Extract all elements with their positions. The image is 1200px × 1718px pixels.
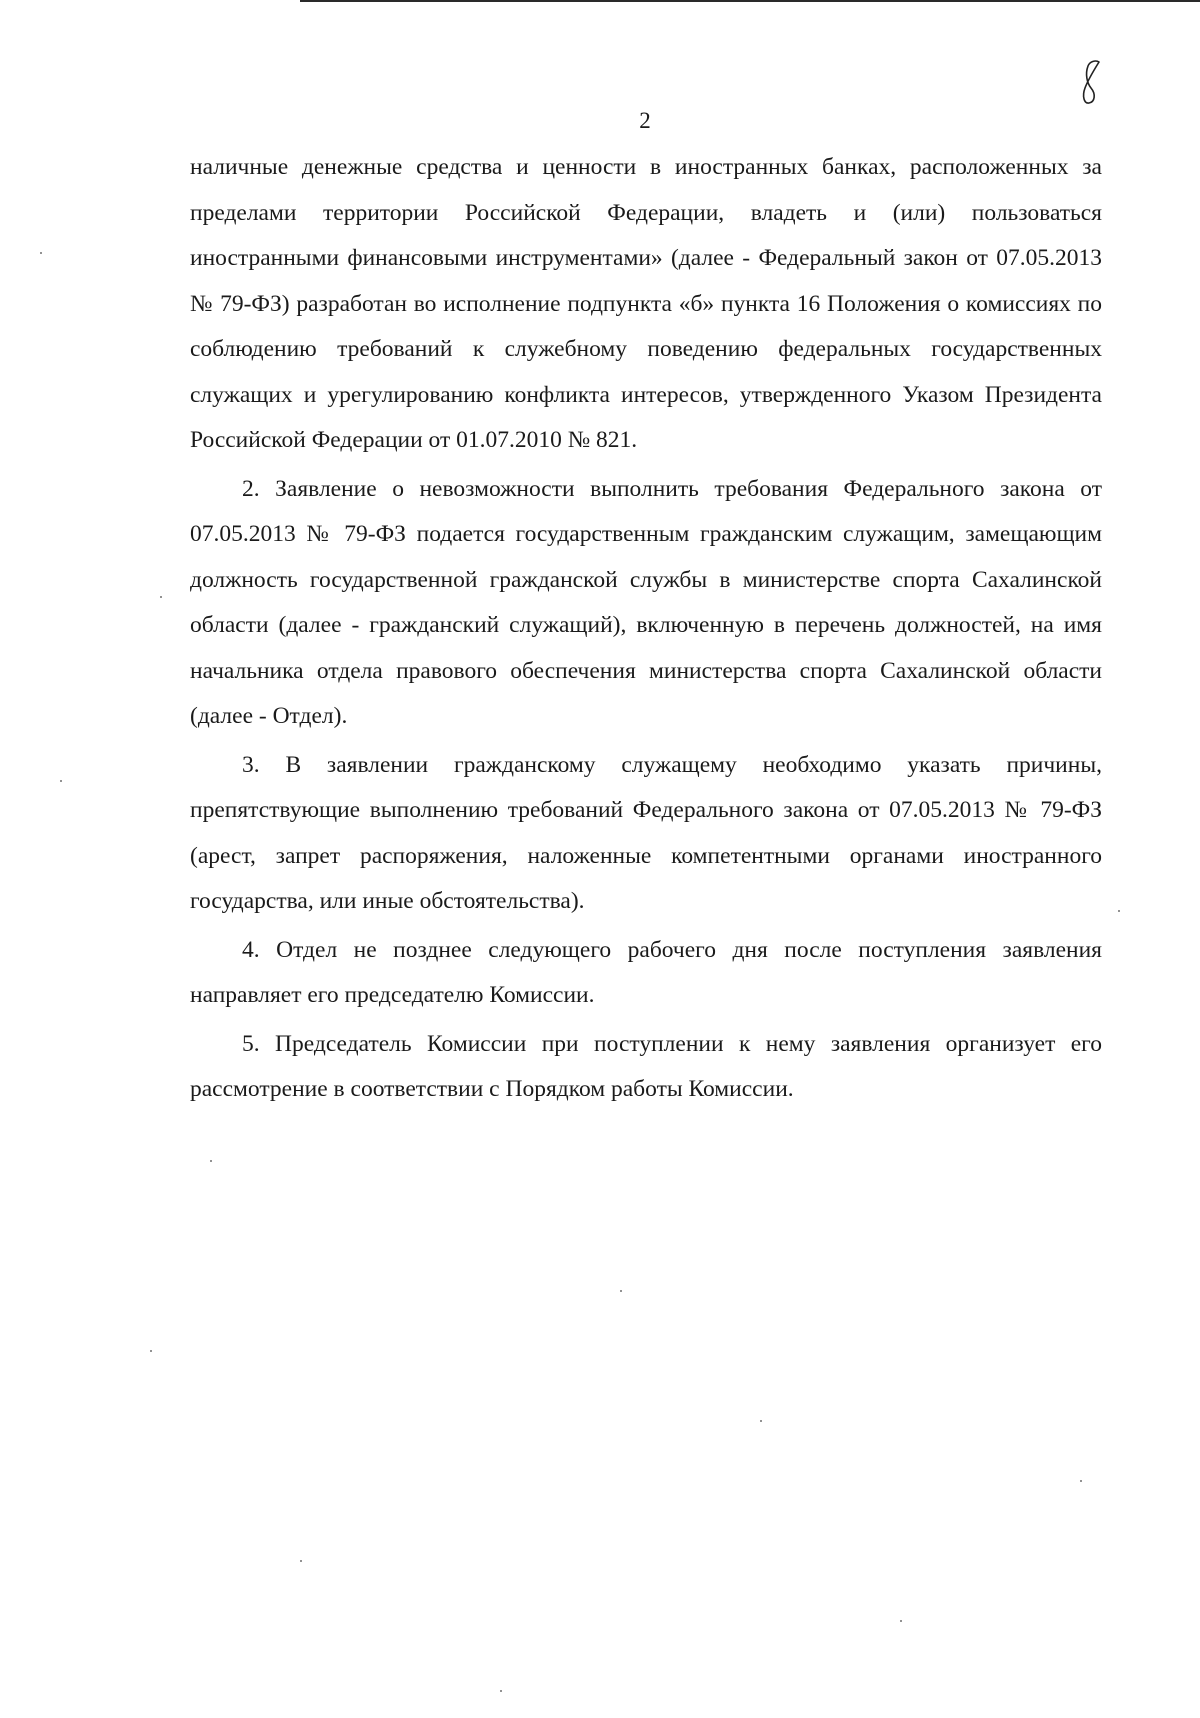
handwritten-folio-glyph [1072,58,1112,108]
page-number: 2 [639,108,651,133]
document-body [190,145,1102,1113]
scan-speck [150,1350,152,1352]
paragraph-3: 3. В заявлении гражданскому служащему необходимо указать причины, препятствующие выполнению требований Федерального закона от 07.05.2013 № 79-ФЗ (арест, запрет распоряжения, наложенные компетентными органами иностранного государства, или иные обстоятельства). [190,751,1102,914]
scan-speck [210,1160,212,1162]
scan-speck [60,780,62,782]
paragraph-1-continuation: наличные денежные средства и ценности в иностранных банках, расположенных за пределами территории Российской Федерации, владеть и (или) пользоваться иностранными финансовыми инструментами» (далее - Федеральный закон от 07.05.2013 № 79-ФЗ) разработан во исполнение подпункта «б» пункта 16 Положения о комиссиях по соблюдению требований к служебному поведению федеральных государственных служащих и урегулированию конфликта интересов, утвержденного Указом Президента Российской Федерации от 01.07.2010 № 821. [190,154,1102,453]
scan-speck [500,1690,502,1692]
scan-speck [300,1560,302,1562]
handwritten-folio-number [1072,58,1112,108]
scan-speck [620,1290,622,1292]
paragraph-4: 4. Отдел не позднее следующего рабочего дня после поступления заявления направляет его председателю Комиссии. [190,936,1102,1008]
scan-speck [760,1420,762,1422]
scan-speck [1118,910,1120,912]
paragraph-5: 5. Председатель Комиссии при поступлении к нему заявления организует его рассмотрение в соответствии с Порядком работы Комиссии. [190,1030,1102,1102]
paragraph-2: 2. Заявление о невозможности выполнить требования Федерального закона от 07.05.2013 № 79-ФЗ подается государственным гражданским служащим, замещающим должность государственной гражданской службы в министерстве спорта Сахалинской области (далее - гражданский служащий), включенную в перечень должностей, на имя начальника отдела правового обеспечения министерства спорта Сахалинской области (далее - Отдел). [190,475,1102,729]
top-border-line [300,0,1200,2]
scan-speck [160,596,162,598]
scan-speck [1080,1480,1082,1482]
scan-speck [40,252,42,254]
scan-speck [900,1620,902,1622]
